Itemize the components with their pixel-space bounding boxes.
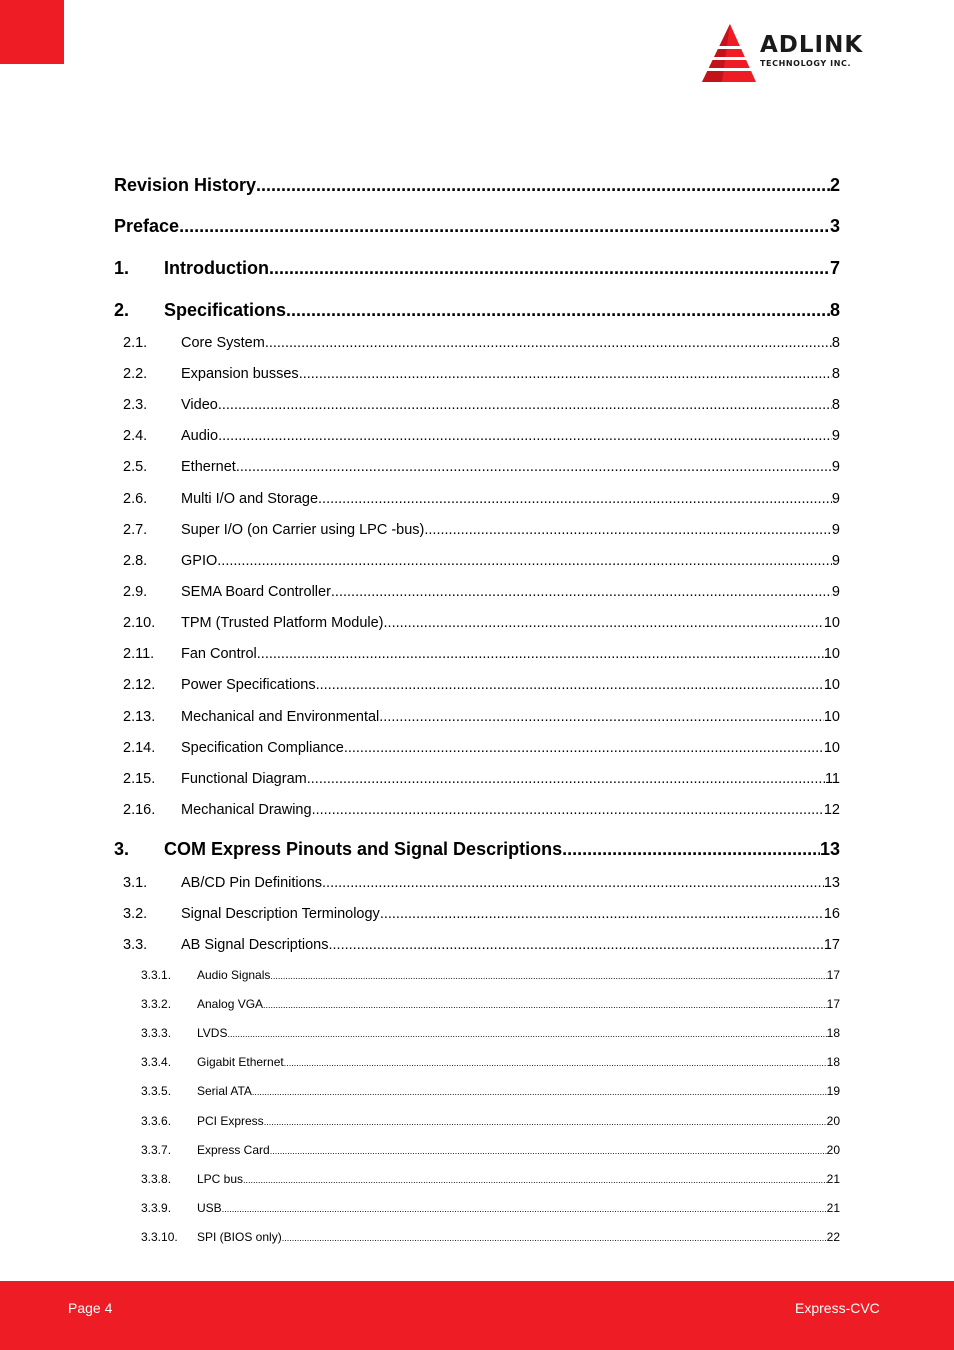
toc-entry-number: 2.12. xyxy=(123,677,156,693)
toc-entry-title: SEMA Board Controller xyxy=(181,584,331,600)
toc-entry-title: Analog VGA xyxy=(197,997,264,1011)
toc-entry-page: 19 xyxy=(826,1084,840,1098)
toc-entry-title: AB/CD Pin Definitions xyxy=(181,875,323,891)
toc-entry-title: Specifications xyxy=(164,300,287,320)
toc-entry-page: 3 xyxy=(829,216,840,236)
toc-entry-number: 2.4. xyxy=(123,428,148,444)
toc-entry-page: 8 xyxy=(829,300,840,320)
toc-entry-title: Functional Diagram xyxy=(181,771,307,787)
toc-entry[interactable] xyxy=(114,1026,840,1040)
toc-dot-leader xyxy=(299,366,832,382)
toc-entry-title: LVDS xyxy=(197,1026,228,1040)
toc-entry-number: 2.15. xyxy=(123,771,156,787)
toc-dot-leader xyxy=(312,802,824,818)
toc-dot-leader xyxy=(257,646,824,662)
toc-dot-leader xyxy=(286,300,830,321)
toc-entry-number: 2.7. xyxy=(123,522,148,538)
toc-entry[interactable] xyxy=(114,459,840,475)
toc-entry[interactable] xyxy=(114,646,840,662)
toc-entry-number: 3.3.3. xyxy=(141,1026,172,1040)
toc-entry-page: 17 xyxy=(826,997,840,1011)
toc-dot-leader xyxy=(380,906,824,922)
toc-entry[interactable] xyxy=(114,997,840,1011)
toc-entry[interactable] xyxy=(114,1201,840,1215)
toc-entry-page: 9 xyxy=(831,584,840,600)
toc-entry[interactable] xyxy=(114,906,840,922)
toc-entry-page: 20 xyxy=(826,1143,840,1157)
toc-entry-page: 11 xyxy=(824,771,840,787)
toc-entry[interactable] xyxy=(114,875,840,891)
toc-entry-page: 13 xyxy=(823,875,840,891)
toc-entry-page: 9 xyxy=(831,459,840,475)
toc-dot-leader xyxy=(307,771,825,787)
corner-accent-block xyxy=(0,0,64,64)
toc-entry-title: LPC bus xyxy=(197,1172,244,1186)
toc-dot-leader xyxy=(284,1058,827,1068)
toc-dot-leader xyxy=(424,522,832,538)
toc-entry-title: Video xyxy=(181,397,218,413)
page-footer xyxy=(0,1281,954,1350)
toc-dot-leader xyxy=(263,1000,827,1010)
toc-entry-page: 22 xyxy=(826,1230,840,1244)
toc-entry-number: 2.1. xyxy=(123,335,148,351)
toc-entry-title: TPM (Trusted Platform Module) xyxy=(181,615,384,631)
toc-entry-page: 10 xyxy=(823,646,840,662)
toc-dot-leader xyxy=(218,397,832,413)
toc-entry-title: GPIO xyxy=(181,553,218,569)
toc-entry[interactable] xyxy=(114,839,840,860)
adlink-triangle-icon xyxy=(700,24,756,86)
toc-entry-title: COM Express Pinouts and Signal Descriptions xyxy=(164,839,563,859)
toc-entry-number: 2.2. xyxy=(123,366,148,382)
toc-dot-leader xyxy=(344,740,824,756)
toc-entry-number: 3.3.8. xyxy=(141,1172,172,1186)
toc-entry-title: Mechanical and Environmental xyxy=(181,709,380,725)
toc-entry-number: 3.3.10. xyxy=(141,1230,178,1244)
toc-entry-number: 2.16. xyxy=(123,802,156,818)
toc-entry-title: Super I/O (on Carrier using LPC -bus) xyxy=(181,522,425,538)
toc-entry-page: 16 xyxy=(823,906,840,922)
toc-entry-title: Fan Control xyxy=(181,646,257,662)
toc-entry-page: 12 xyxy=(823,802,840,818)
toc-entry[interactable] xyxy=(114,491,840,507)
toc-entry-number: 2.13. xyxy=(123,709,156,725)
toc-entry-title: Introduction xyxy=(164,258,269,278)
toc-entry-title: Signal Description Terminology xyxy=(181,906,380,922)
toc-entry-page: 18 xyxy=(826,1026,840,1040)
toc-entry[interactable] xyxy=(114,1230,840,1244)
toc-entry-page: 20 xyxy=(826,1114,840,1128)
toc-entry[interactable] xyxy=(114,335,840,351)
toc-entry[interactable] xyxy=(114,937,840,953)
toc-dot-leader xyxy=(270,971,826,981)
toc-entry-number: 2.5. xyxy=(123,459,148,475)
toc-dot-leader xyxy=(282,1233,827,1243)
toc-entry-title: Specification Compliance xyxy=(181,740,344,756)
toc-entry[interactable] xyxy=(114,1172,840,1186)
toc-entry[interactable] xyxy=(114,709,840,725)
toc-entry-number: 2. xyxy=(114,300,130,320)
toc-dot-leader xyxy=(384,615,824,631)
toc-dot-leader xyxy=(217,553,832,569)
toc-entry[interactable] xyxy=(114,1055,840,1069)
toc-dot-leader xyxy=(329,937,824,953)
toc-entry-page: 9 xyxy=(831,491,840,507)
toc-entry[interactable] xyxy=(114,258,840,279)
toc-entry[interactable] xyxy=(114,428,840,444)
toc-entry-page: 8 xyxy=(831,366,840,382)
toc-entry[interactable] xyxy=(114,175,840,196)
toc-entry-title: PCI Express xyxy=(197,1114,264,1128)
toc-entry-number: 3.3.1. xyxy=(141,968,172,982)
toc-entry-number: 2.3. xyxy=(123,397,148,413)
toc-entry[interactable] xyxy=(114,553,840,569)
toc-dot-leader xyxy=(270,1146,827,1156)
toc-entry-title: Preface xyxy=(114,216,180,236)
toc-entry-page: 17 xyxy=(826,968,840,982)
toc-dot-leader xyxy=(218,428,832,444)
toc-entry[interactable] xyxy=(114,300,840,321)
toc-entry-number: 1. xyxy=(114,258,130,278)
toc-entry-title: Multi I/O and Storage xyxy=(181,491,319,507)
toc-dot-leader xyxy=(236,459,832,475)
toc-entry-title: SPI (BIOS only) xyxy=(197,1230,282,1244)
toc-dot-leader xyxy=(227,1029,826,1039)
toc-entry-title: Serial ATA xyxy=(197,1084,252,1098)
toc-entry-page: 7 xyxy=(829,258,840,278)
toc-dot-leader xyxy=(269,258,830,279)
toc-entry-page: 17 xyxy=(823,937,840,953)
toc-entry[interactable] xyxy=(114,366,840,382)
toc-entry-title: Audio xyxy=(181,428,219,444)
logo-subtitle-text: TECHNOLOGY INC. xyxy=(760,59,852,68)
toc-entry[interactable] xyxy=(114,802,840,818)
toc-dot-leader xyxy=(562,839,820,860)
toc-entry-number: 3.3. xyxy=(123,937,148,953)
toc-entry-title: Gigabit Ethernet xyxy=(197,1055,284,1069)
toc-entry-number: 3. xyxy=(114,839,130,859)
toc-entry[interactable] xyxy=(114,397,840,413)
toc-dot-leader xyxy=(256,175,830,196)
toc-dot-leader xyxy=(243,1175,827,1185)
toc-entry-title: USB xyxy=(197,1201,222,1215)
toc-entry-number: 3.2. xyxy=(123,906,148,922)
toc-entry-page: 18 xyxy=(826,1055,840,1069)
toc-entry-title: Ethernet xyxy=(181,459,236,475)
toc-dot-leader xyxy=(331,584,832,600)
toc-entry-page: 10 xyxy=(823,677,840,693)
toc-entry-page: 10 xyxy=(823,740,840,756)
toc-dot-leader xyxy=(252,1087,827,1097)
toc-entry-page: 10 xyxy=(823,615,840,631)
toc-entry[interactable] xyxy=(114,740,840,756)
toc-entry-number: 3.3.4. xyxy=(141,1055,172,1069)
toc-entry-number: 3.3.2. xyxy=(141,997,172,1011)
toc-entry-number: 2.9. xyxy=(123,584,148,600)
toc-entry-number: 3.1. xyxy=(123,875,148,891)
toc-entry-title: Power Specifications xyxy=(181,677,316,693)
toc-entry-title: Audio Signals xyxy=(197,968,271,982)
footer-product-name: Express-CVC xyxy=(795,1300,880,1316)
toc-entry-number: 3.3.9. xyxy=(141,1201,172,1215)
toc-entry-title: Expansion busses xyxy=(181,366,299,382)
toc-entry[interactable] xyxy=(114,1143,840,1157)
toc-entry-title: Revision History xyxy=(114,175,257,195)
toc-entry[interactable] xyxy=(114,216,840,237)
toc-entry[interactable] xyxy=(114,1114,840,1128)
toc-entry-page: 9 xyxy=(831,428,840,444)
toc-entry-page: 21 xyxy=(826,1172,840,1186)
toc-entry-page: 9 xyxy=(831,522,840,538)
toc-entry-number: 2.6. xyxy=(123,491,148,507)
toc-entry-page: 13 xyxy=(819,839,840,859)
logo-brand-text: ADLINK xyxy=(760,32,864,58)
toc-entry-title: AB Signal Descriptions xyxy=(181,937,329,953)
toc-entry-number: 3.3.6. xyxy=(141,1114,172,1128)
toc-dot-leader xyxy=(318,491,832,507)
toc-entry[interactable] xyxy=(114,771,840,787)
toc-entry-number: 2.11. xyxy=(123,646,155,662)
toc-entry-title: Core System xyxy=(181,335,265,351)
footer-page-number: Page 4 xyxy=(68,1300,113,1316)
toc-entry[interactable] xyxy=(114,615,840,631)
toc-entry-number: 2.14. xyxy=(123,740,156,756)
toc-entry-page: 21 xyxy=(826,1201,840,1215)
toc-entry-page: 9 xyxy=(831,553,840,569)
toc-entry[interactable] xyxy=(114,968,840,982)
toc-entry[interactable] xyxy=(114,584,840,600)
toc-entry[interactable] xyxy=(114,677,840,693)
toc-dot-leader xyxy=(179,216,830,237)
toc-dot-leader xyxy=(316,677,824,693)
toc-dot-leader xyxy=(322,875,824,891)
toc-dot-leader xyxy=(265,335,832,351)
toc-entry-title: Express Card xyxy=(197,1143,270,1157)
toc-entry-page: 10 xyxy=(823,709,840,725)
toc-entry-page: 8 xyxy=(831,335,840,351)
toc-dot-leader xyxy=(379,709,824,725)
toc-entry-page: 2 xyxy=(829,175,840,195)
toc-entry-title: Mechanical Drawing xyxy=(181,802,312,818)
toc-dot-leader xyxy=(222,1204,827,1214)
toc-entry-page: 8 xyxy=(831,397,840,413)
toc-entry-number: 3.3.7. xyxy=(141,1143,172,1157)
toc-entry-number: 2.10. xyxy=(123,615,156,631)
adlink-logo xyxy=(700,24,890,86)
toc-entry[interactable] xyxy=(114,522,840,538)
toc-entry[interactable] xyxy=(114,1084,840,1098)
toc-entry-number: 3.3.5. xyxy=(141,1084,172,1098)
toc-dot-leader xyxy=(264,1117,827,1127)
toc-entry-number: 2.8. xyxy=(123,553,148,569)
